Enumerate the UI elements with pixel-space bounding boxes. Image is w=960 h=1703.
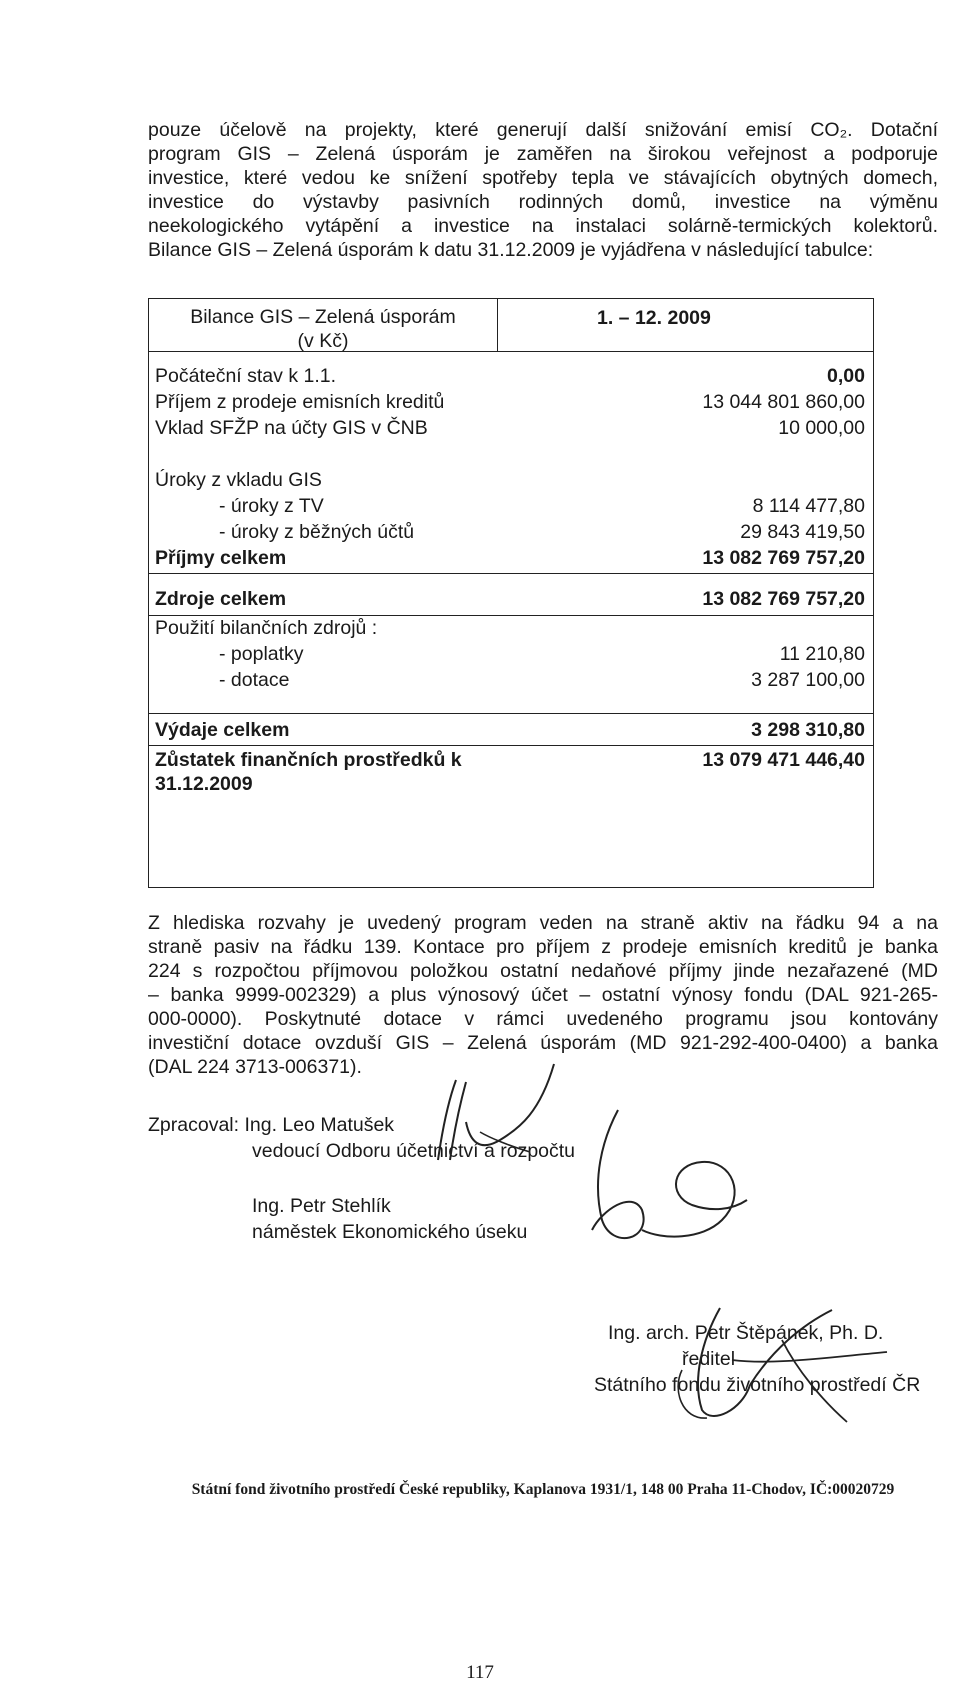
director-role: ředitel bbox=[682, 1348, 736, 1370]
table-row bbox=[149, 467, 873, 493]
table-row bbox=[149, 667, 873, 693]
table-row-continuation bbox=[149, 771, 873, 797]
row-label: Zdroje celkem bbox=[155, 588, 287, 610]
row-label: Vklad SFŽP na účty GIS v ČNB bbox=[155, 417, 428, 439]
table-row-total bbox=[149, 586, 873, 612]
table-row bbox=[149, 415, 873, 441]
row-label: - dotace bbox=[219, 669, 290, 691]
table-row bbox=[149, 519, 873, 545]
row-value: 0,00 bbox=[827, 365, 865, 387]
row-rule bbox=[149, 573, 873, 574]
row-value: 10 000,00 bbox=[778, 417, 865, 439]
second-name: Ing. Petr Stehlík bbox=[252, 1195, 391, 1217]
header-column-divider bbox=[497, 299, 498, 351]
institution-footer: Státní fond životního prostředí České republiky, Kaplanova 1931/1, 148 00 Praha 11-Chodov, IČ:00020729 bbox=[191, 1481, 895, 1498]
table-header-title bbox=[149, 305, 497, 353]
row-label: Použití bilančních zdrojů : bbox=[155, 617, 378, 639]
table-row-total bbox=[149, 717, 873, 743]
row-rule bbox=[149, 713, 873, 714]
outro-line: investiční dotace ovzduší GIS – Zelená úsporám (MD 921-292-400-0400) a banka bbox=[148, 1032, 938, 1054]
outro-paragraph bbox=[148, 911, 938, 1079]
row-value: 11 210,80 bbox=[779, 643, 865, 665]
row-label: Výdaje celkem bbox=[155, 719, 290, 741]
signature-stehlik-icon bbox=[572, 1100, 762, 1260]
intro-paragraph bbox=[148, 118, 938, 262]
intro-line: pouze účelově na projekty, které generují další snižování emisí CO₂. Dotační bbox=[148, 119, 938, 141]
row-value: 3 287 100,00 bbox=[751, 669, 865, 691]
row-label: - úroky z TV bbox=[219, 495, 324, 517]
prepared-by-block bbox=[148, 1112, 394, 1138]
intro-line: Bilance GIS – Zelená úsporám k datu 31.12.2009 je vyjádřena v následující tabulce: bbox=[148, 239, 874, 261]
row-value: 13 082 769 757,20 bbox=[702, 547, 865, 569]
row-label: Zůstatek finančních prostředků k bbox=[155, 749, 462, 771]
row-value: 13 044 801 860,00 bbox=[702, 391, 865, 413]
row-value: 29 843 419,50 bbox=[740, 521, 865, 543]
outro-line: (DAL 224 3713-006371). bbox=[148, 1056, 362, 1078]
prepared-label: Zpracoval: bbox=[148, 1114, 240, 1136]
row-label: - úroky z běžných účtů bbox=[219, 521, 415, 543]
row-rule bbox=[149, 745, 873, 746]
director-name: Ing. arch. Petr Štěpánek, Ph. D. bbox=[608, 1322, 884, 1344]
intro-line: investice do výstavby pasivních rodinných domů, investice na výměnu bbox=[148, 191, 938, 213]
intro-line: program GIS – Zelená úsporám je zaměřen na širokou veřejnost a podporuje bbox=[148, 143, 938, 165]
header-currency: (v Kč) bbox=[297, 330, 349, 352]
outro-line: straně pasiv na řádku 139. Kontace pro příjem z prodeje emisních kreditů je banka bbox=[148, 936, 938, 958]
row-label: Příjem z prodeje emisních kreditů bbox=[155, 391, 445, 413]
row-value: 8 114 477,80 bbox=[752, 495, 865, 517]
row-label: Počáteční stav k 1.1. bbox=[155, 365, 337, 387]
table-row-total bbox=[149, 747, 873, 773]
intro-line: neekologického vytápění a investice na instalaci solárně-termických kolektorů. bbox=[148, 215, 938, 237]
outro-line: 000-0000). Poskytnuté dotace v rámci uvedeného programu jsou kontovány bbox=[148, 1008, 938, 1030]
row-value: 13 079 471 446,40 bbox=[702, 749, 865, 771]
row-label: 31.12.2009 bbox=[155, 773, 253, 795]
table-row bbox=[149, 641, 873, 667]
prepared-role: vedoucí Odboru účetnictví a rozpočtu bbox=[252, 1140, 576, 1162]
table-row bbox=[149, 389, 873, 415]
table-row bbox=[149, 493, 873, 519]
row-label: Úroky z vkladu GIS bbox=[155, 469, 322, 491]
table-row-total bbox=[149, 545, 873, 571]
row-value: 3 298 310,80 bbox=[751, 719, 865, 741]
intro-line: investice, které vedou ke snížení spotřeby tepla ve stávajících obytných domech, bbox=[148, 167, 938, 189]
second-role: náměstek Ekonomického úseku bbox=[252, 1221, 528, 1243]
row-label: Příjmy celkem bbox=[155, 547, 287, 569]
prepared-name: Ing. Leo Matušek bbox=[244, 1114, 395, 1136]
balance-table bbox=[148, 298, 874, 888]
header-title-line: Bilance GIS – Zelená úsporám bbox=[190, 306, 456, 328]
outro-line: Z hlediska rozvahy je uvedený program veden na straně aktiv na řádku 94 a na bbox=[148, 912, 938, 934]
outro-line: – banka 9999-002329) a plus výnosový účet – ostatní výnosy fondu (DAL 921-265- bbox=[148, 984, 938, 1006]
table-row bbox=[149, 615, 873, 641]
row-value: 13 082 769 757,20 bbox=[702, 588, 865, 610]
director-org: Státního fondu životního prostředí ČR bbox=[594, 1374, 921, 1396]
page-number: 117 bbox=[466, 1662, 494, 1683]
row-label: - poplatky bbox=[219, 643, 304, 665]
table-header-period: 1. – 12. 2009 bbox=[597, 307, 711, 329]
table-row bbox=[149, 363, 873, 389]
outro-line: 224 s rozpočtou příjmovou položkou ostatní nedaňové příjmy jinde nezařazené (MD bbox=[148, 960, 938, 982]
